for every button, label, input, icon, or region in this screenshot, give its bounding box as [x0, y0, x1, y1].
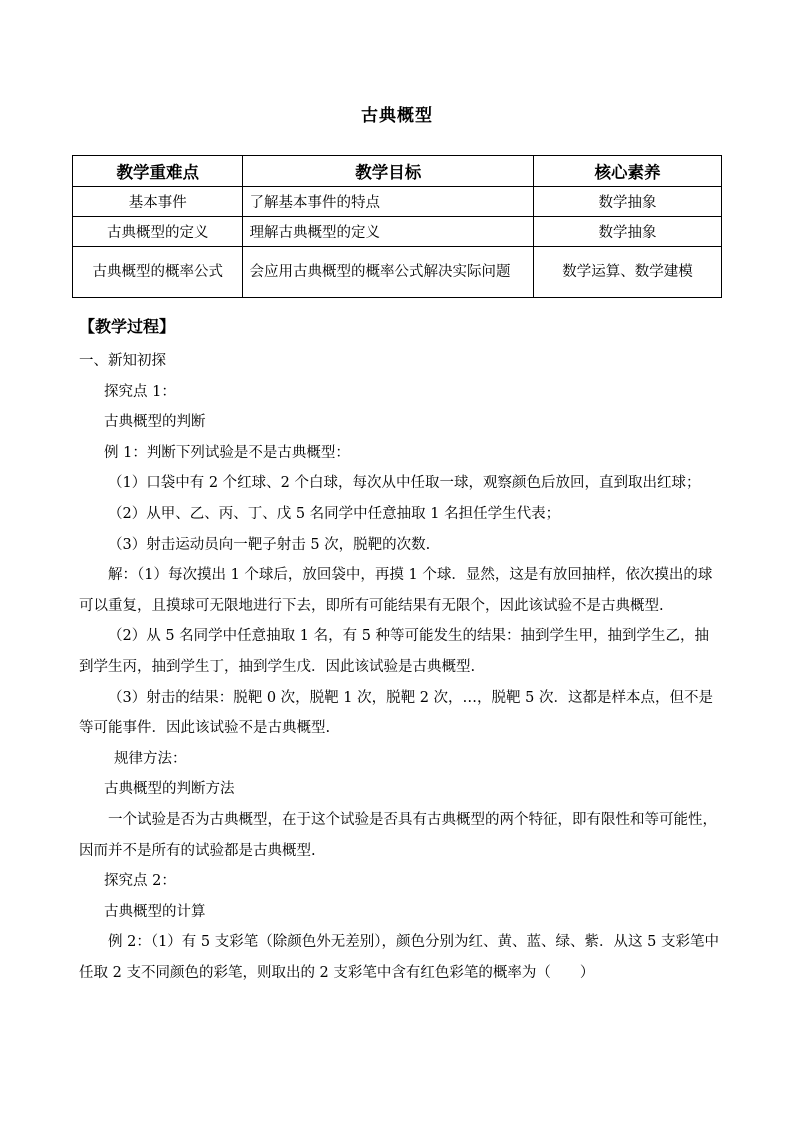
- paragraph: （2）从 5 名同学中任意抽取 1 名，有 5 种等可能发生的结果：抽到学生甲，抽到学生乙，抽到学生丙，抽到学生丁，抽到学生戊．因此该试验是古典概型.: [79, 628, 710, 675]
- table-cell: 理解古典概型的定义: [243, 217, 534, 247]
- table-cell: 古典概型的概率公式: [73, 247, 243, 298]
- document-title: 古典概型: [361, 106, 433, 126]
- paragraph: （3）射击的结果：脱靶 0 次，脱靶 1 次，脱靶 2 次，…，脱靶 5 次．这都是样本点，但不是等可能事件．因此该试验不是古典概型.: [79, 689, 713, 737]
- table-cell: 数学抽象: [534, 217, 722, 247]
- table-row: [73, 247, 722, 298]
- subsection-heading: 一、新知初探: [79, 353, 166, 369]
- paragraph: 探究点 1：: [104, 383, 176, 400]
- paragraph: 例 2：（1）有 5 支彩笔（除颜色外无差别），颜色分别为红、黄、蓝、绿、紫．从这 5 支彩笔中任取 2 支不同颜色的彩笔，则取出的 2 支彩笔中含有红色彩笔的概率为（ ）: [79, 934, 719, 981]
- paragraph: 古典概型的判断: [104, 414, 206, 431]
- table-cell: 了解基本事件的特点: [243, 187, 534, 217]
- table-cell: 数学抽象: [534, 187, 722, 217]
- paragraph: 例 1：判断下列试验是不是古典概型：: [104, 444, 350, 461]
- table-cell: 数学运算、数学建模: [534, 247, 722, 298]
- table-row: [73, 217, 722, 247]
- paragraph: 解：（1）每次摸出 1 个球后，放回袋中，再摸 1 个球．显然，这是有放回抽样，依次摸出的球可以重复，且摸球可无限地进行下去，即所有可能结果有无限个，因此该试验不是古典概型.: [79, 567, 713, 614]
- table-header-row: [73, 156, 722, 187]
- paragraph: 一个试验是否为古典概型，在于这个试验是否具有古典概型的两个特征，即有限性和等可能性，因而并不是所有的试验都是古典概型.: [79, 811, 717, 859]
- table-cell: 会应用古典概型的概率公式解决实际问题: [243, 247, 534, 298]
- paragraph: （1）口袋中有 2 个红球、2 个白球，每次从中任取一球，观察颜色后放回，直到取出红球；: [108, 475, 701, 492]
- paragraph: （2）从甲、乙、丙、丁、戊 5 名同学中任意抽取 1 名担任学生代表；: [108, 505, 561, 522]
- table-row: [73, 187, 722, 217]
- table-header-cell: 教学重难点: [73, 156, 243, 187]
- lesson-body: [79, 346, 721, 988]
- paragraph: （3）射击运动员向一靶子射击 5 次，脱靶的次数.: [108, 536, 431, 553]
- paragraph: 古典概型的判断方法: [104, 781, 235, 798]
- table-header-cell: 核心素养: [534, 156, 722, 187]
- table-cell: 基本事件: [73, 187, 243, 217]
- paragraph: 探究点 2：: [104, 873, 176, 890]
- teaching-goals-table: [72, 155, 722, 298]
- table-cell: 古典概型的定义: [73, 217, 243, 247]
- table-header-cell: 教学目标: [243, 156, 534, 187]
- paragraph: 规律方法：: [114, 750, 187, 767]
- section-heading: 【教学过程】: [79, 317, 176, 336]
- paragraph: 古典概型的计算: [104, 903, 206, 920]
